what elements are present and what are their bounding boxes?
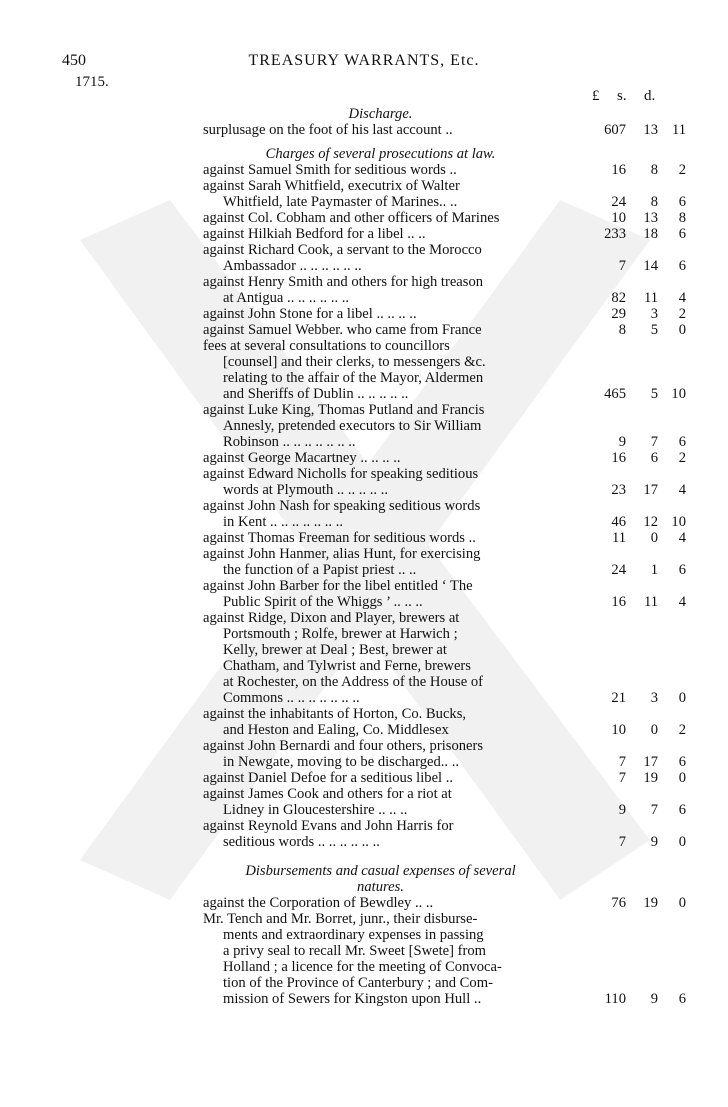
entry-line: against Edward Nicholls for speaking seditious bbox=[203, 466, 479, 482]
page-title: TREASURY WARRANTS, Etc. bbox=[248, 52, 480, 69]
entry-description bbox=[203, 338, 558, 402]
section-heading-line: natures. bbox=[357, 879, 404, 895]
entry-description bbox=[203, 911, 558, 1007]
entry-description bbox=[203, 498, 558, 530]
section-heading-discharge: Discharge. bbox=[348, 106, 413, 122]
entry-line: against Sarah Whitfield, executrix of Walter bbox=[203, 178, 460, 194]
amount-shillings: 19 bbox=[643, 895, 658, 911]
entry-line: Holland ; a licence for the meeting of Convoca- bbox=[223, 959, 502, 975]
year-label: 1715. bbox=[75, 74, 109, 90]
amount-shillings: 7 bbox=[650, 434, 658, 450]
amount-pounds: 76 bbox=[611, 895, 626, 911]
amount-shillings: 5 bbox=[650, 386, 658, 402]
amount-pence: 6 bbox=[678, 258, 686, 274]
entry-row bbox=[203, 530, 689, 546]
entry-amount bbox=[583, 754, 689, 770]
entry-line: against Thomas Freeman for seditious words .. bbox=[203, 530, 476, 546]
entry-row bbox=[203, 402, 689, 450]
discharge-list bbox=[203, 122, 689, 138]
amount-pence: 0 bbox=[678, 895, 686, 911]
entry-description bbox=[203, 210, 558, 226]
entry-line: Portsmouth ; Rolfe, brewer at Harwich ; bbox=[223, 626, 458, 642]
entry-description bbox=[203, 738, 558, 770]
amount-shillings: 0 bbox=[650, 530, 658, 546]
entry-line: against John Stone for a libel .. .. .. .. bbox=[203, 306, 417, 322]
entry-line: Commons .. .. .. .. .. .. .. bbox=[223, 690, 360, 706]
amount-shillings: 12 bbox=[643, 514, 658, 530]
entry-line: fees at several consultations to councillors bbox=[203, 338, 450, 354]
entry-line: against Richard Cook, a servant to the Morocco bbox=[203, 242, 482, 258]
amount-pence: 6 bbox=[678, 194, 686, 210]
entry-description bbox=[203, 770, 558, 786]
entry-line: against John Nash for speaking seditious words bbox=[203, 498, 481, 514]
entry-amount bbox=[583, 514, 689, 530]
entry-description bbox=[203, 162, 558, 178]
amount-pounds: 10 bbox=[611, 722, 626, 738]
amount-pence: 6 bbox=[678, 991, 686, 1007]
entry-line: against John Barber for the libel entitled ‘ The bbox=[203, 578, 473, 594]
amount-shillings: 18 bbox=[643, 226, 658, 242]
amount-shillings: 11 bbox=[643, 594, 658, 610]
entry-row bbox=[203, 911, 689, 1007]
entry-description bbox=[203, 466, 558, 498]
disbursements-list bbox=[203, 895, 689, 1007]
entry-line: surplusage on the foot of his last account .. bbox=[203, 122, 453, 138]
entry-line: against Samuel Smith for seditious words .. bbox=[203, 162, 457, 178]
amount-pounds: 607 bbox=[604, 122, 626, 138]
amount-pounds: 465 bbox=[604, 386, 626, 402]
amount-shillings: 1 bbox=[650, 562, 658, 578]
amount-pounds: 29 bbox=[611, 306, 626, 322]
entry-line: Whitfield, late Paymaster of Marines.. .. bbox=[223, 194, 458, 210]
entry-line: Lidney in Gloucestershire .. .. .. bbox=[223, 802, 408, 818]
amount-pounds: 233 bbox=[604, 226, 626, 242]
amount-pounds: 7 bbox=[618, 770, 626, 786]
entry-row bbox=[203, 210, 689, 226]
entry-row bbox=[203, 226, 689, 242]
amount-pounds: 16 bbox=[611, 162, 626, 178]
amount-pence: 10 bbox=[671, 386, 686, 402]
section-heading-line: Disbursements and casual expenses of several bbox=[245, 863, 516, 879]
entry-row bbox=[203, 122, 689, 138]
entry-line: and Heston and Ealing, Co. Middlesex bbox=[223, 722, 449, 738]
entry-row bbox=[203, 274, 689, 306]
entry-line: the function of a Papist priest .. .. bbox=[223, 562, 417, 578]
amount-shillings: 11 bbox=[643, 290, 658, 306]
entry-description bbox=[203, 546, 558, 578]
amount-shillings: 3 bbox=[650, 690, 658, 706]
amount-shillings: 14 bbox=[643, 258, 658, 274]
entry-description bbox=[203, 322, 558, 338]
amount-pounds: 21 bbox=[611, 690, 626, 706]
entry-amount bbox=[583, 722, 689, 738]
entry-amount bbox=[583, 594, 689, 610]
entry-amount bbox=[583, 895, 689, 911]
amount-pence: 6 bbox=[678, 226, 686, 242]
amount-pence: 6 bbox=[678, 802, 686, 818]
entry-line: mission of Sewers for Kingston upon Hull .. bbox=[223, 991, 482, 1007]
entry-line: Mr. Tench and Mr. Borret, junr., their disburse- bbox=[203, 911, 478, 927]
entry-line: ments and extraordinary expenses in passing bbox=[223, 927, 484, 943]
entry-amount bbox=[583, 991, 689, 1007]
amount-pence: 2 bbox=[678, 450, 686, 466]
entry-description bbox=[203, 578, 558, 610]
amount-pence: 2 bbox=[678, 162, 686, 178]
page-number: 450 bbox=[62, 52, 86, 69]
entry-line: against James Cook and others for a riot at bbox=[203, 786, 452, 802]
amount-pence: 6 bbox=[678, 754, 686, 770]
entry-amount bbox=[583, 802, 689, 818]
entry-row bbox=[203, 738, 689, 770]
section-heading-prosecutions: Charges of several prosecutions at law. bbox=[265, 146, 496, 162]
entry-description bbox=[203, 450, 558, 466]
amount-pence: 4 bbox=[678, 290, 686, 306]
entry-row bbox=[203, 162, 689, 178]
amount-shillings: 13 bbox=[643, 122, 658, 138]
entry-row bbox=[203, 338, 689, 402]
entry-line: at Antigua .. .. .. .. .. .. bbox=[223, 290, 350, 306]
amount-shillings: 3 bbox=[650, 306, 658, 322]
entry-line: against the inhabitants of Horton, Co. Bucks, bbox=[203, 706, 467, 722]
entry-line: against Reynold Evans and John Harris for bbox=[203, 818, 454, 834]
amount-pounds: 9 bbox=[618, 802, 626, 818]
entry-line: against Luke King, Thomas Putland and Francis bbox=[203, 402, 485, 418]
entry-line: Kelly, brewer at Deal ; Best, brewer at bbox=[223, 642, 447, 658]
amount-pounds: 8 bbox=[618, 322, 626, 338]
amount-pounds: 16 bbox=[611, 450, 626, 466]
entry-amount bbox=[583, 450, 689, 466]
entry-line: against John Hanmer, alias Hunt, for exercising bbox=[203, 546, 481, 562]
entry-row bbox=[203, 306, 689, 322]
entry-row bbox=[203, 450, 689, 466]
amount-pounds: 16 bbox=[611, 594, 626, 610]
entry-line: seditious words .. .. .. .. .. .. bbox=[223, 834, 380, 850]
entry-description bbox=[203, 306, 558, 322]
entry-description bbox=[203, 530, 558, 546]
entry-amount bbox=[583, 210, 689, 226]
entry-line: in Newgate, moving to be discharged.. .. bbox=[223, 754, 460, 770]
entry-description bbox=[203, 786, 558, 818]
entry-amount bbox=[583, 530, 689, 546]
entry-amount bbox=[583, 322, 689, 338]
entry-line: against Samuel Webber. who came from France bbox=[203, 322, 482, 338]
entry-line: against the Corporation of Bewdley .. .. bbox=[203, 895, 434, 911]
entry-description bbox=[203, 122, 558, 138]
entry-line: Public Spirit of the Whiggs ’ .. .. .. bbox=[223, 594, 423, 610]
entry-line: at Rochester, on the Address of the House of bbox=[223, 674, 484, 690]
entry-row bbox=[203, 242, 689, 274]
entry-row bbox=[203, 818, 689, 850]
amount-pounds: 23 bbox=[611, 482, 626, 498]
pence-header: d. bbox=[644, 88, 656, 104]
entry-amount bbox=[583, 770, 689, 786]
entry-description bbox=[203, 818, 558, 850]
entry-line: relating to the affair of the Mayor, Aldermen bbox=[223, 370, 484, 386]
amount-shillings: 8 bbox=[650, 194, 658, 210]
entry-row bbox=[203, 786, 689, 818]
entry-amount bbox=[583, 194, 689, 210]
entry-amount bbox=[583, 306, 689, 322]
amount-shillings: 5 bbox=[650, 322, 658, 338]
amount-shillings: 9 bbox=[650, 834, 658, 850]
entry-description bbox=[203, 226, 558, 242]
entry-amount bbox=[583, 562, 689, 578]
entry-row bbox=[203, 322, 689, 338]
entry-line: against Henry Smith and others for high treason bbox=[203, 274, 484, 290]
amount-pounds: 9 bbox=[618, 434, 626, 450]
entry-row bbox=[203, 178, 689, 210]
entry-amount bbox=[583, 162, 689, 178]
amount-shillings: 8 bbox=[650, 162, 658, 178]
entry-line: Chatham, and Tylwrist and Ferne, brewers bbox=[223, 658, 471, 674]
entry-description bbox=[203, 274, 558, 306]
prosecutions-list bbox=[203, 162, 689, 850]
entry-line: against George Macartney .. .. .. .. bbox=[203, 450, 401, 466]
amount-pounds: 46 bbox=[611, 514, 626, 530]
amount-shillings: 6 bbox=[650, 450, 658, 466]
amount-pounds: 11 bbox=[611, 530, 626, 546]
shillings-header: s. bbox=[617, 88, 627, 104]
amount-shillings: 17 bbox=[643, 482, 658, 498]
pounds-header: £ bbox=[592, 88, 600, 104]
entry-amount bbox=[583, 834, 689, 850]
amount-pence: 2 bbox=[678, 722, 686, 738]
amount-shillings: 13 bbox=[643, 210, 658, 226]
entry-line: against Ridge, Dixon and Player, brewers at bbox=[203, 610, 460, 626]
entry-line: in Kent .. .. .. .. .. .. .. bbox=[223, 514, 343, 530]
amount-pence: 11 bbox=[671, 122, 686, 138]
amount-pence: 6 bbox=[678, 562, 686, 578]
amount-shillings: 17 bbox=[643, 754, 658, 770]
entry-amount bbox=[583, 258, 689, 274]
entry-line: against Daniel Defoe for a seditious libel .. bbox=[203, 770, 454, 786]
amount-pence: 4 bbox=[678, 594, 686, 610]
amount-pounds: 7 bbox=[618, 754, 626, 770]
entry-description bbox=[203, 706, 558, 738]
entry-amount bbox=[583, 482, 689, 498]
amount-pence: 0 bbox=[678, 770, 686, 786]
amount-pounds: 24 bbox=[611, 562, 626, 578]
entry-line: Robinson .. .. .. .. .. .. .. bbox=[223, 434, 356, 450]
entry-description bbox=[203, 242, 558, 274]
amount-pence: 0 bbox=[678, 690, 686, 706]
amount-pounds: 10 bbox=[611, 210, 626, 226]
entry-description bbox=[203, 178, 558, 210]
entry-amount bbox=[583, 226, 689, 242]
amount-pence: 0 bbox=[678, 322, 686, 338]
entry-row bbox=[203, 546, 689, 578]
amount-pounds: 82 bbox=[611, 290, 626, 306]
entry-line: against Hilkiah Bedford for a libel .. .. bbox=[203, 226, 426, 242]
amount-pence: 4 bbox=[678, 530, 686, 546]
entry-line: [counsel] and their clerks, to messengers &c. bbox=[223, 354, 486, 370]
amount-shillings: 9 bbox=[650, 991, 658, 1007]
entry-line: a privy seal to recall Mr. Sweet [Swete] from bbox=[223, 943, 487, 959]
entry-line: Ambassador .. .. .. .. .. .. bbox=[223, 258, 362, 274]
entry-description bbox=[203, 402, 558, 450]
entry-row bbox=[203, 498, 689, 530]
amount-shillings: 19 bbox=[643, 770, 658, 786]
section-heading-disbursements bbox=[203, 863, 558, 895]
entry-amount bbox=[583, 386, 689, 402]
entry-row bbox=[203, 578, 689, 610]
entry-row bbox=[203, 706, 689, 738]
amount-shillings: 7 bbox=[650, 802, 658, 818]
amount-pence: 8 bbox=[678, 210, 686, 226]
entry-description bbox=[203, 895, 558, 911]
entry-line: words at Plymouth .. .. .. .. .. bbox=[223, 482, 388, 498]
amount-pounds: 110 bbox=[604, 991, 626, 1007]
entry-row bbox=[203, 895, 689, 911]
amount-pounds: 7 bbox=[618, 258, 626, 274]
amount-pence: 4 bbox=[678, 482, 686, 498]
entry-row bbox=[203, 610, 689, 706]
account-body bbox=[203, 106, 689, 1007]
entry-line: Annesly, pretended executors to Sir William bbox=[223, 418, 482, 434]
amount-pence: 0 bbox=[678, 834, 686, 850]
entry-description bbox=[203, 610, 558, 706]
amount-pounds: 24 bbox=[611, 194, 626, 210]
entry-line: tion of the Province of Canterbury ; and Com- bbox=[223, 975, 493, 991]
amount-shillings: 0 bbox=[650, 722, 658, 738]
entry-line: and Sheriffs of Dublin .. .. .. .. .. bbox=[223, 386, 409, 402]
entry-row bbox=[203, 466, 689, 498]
entry-line: against Col. Cobham and other officers of Marines bbox=[203, 210, 500, 226]
entry-line: against John Bernardi and four others, prisoners bbox=[203, 738, 484, 754]
entry-amount bbox=[583, 434, 689, 450]
amount-pounds: 7 bbox=[618, 834, 626, 850]
amount-pence: 2 bbox=[678, 306, 686, 322]
entry-amount bbox=[583, 690, 689, 706]
amount-pence: 10 bbox=[671, 514, 686, 530]
amount-pence: 6 bbox=[678, 434, 686, 450]
entry-amount bbox=[583, 122, 689, 138]
entry-amount bbox=[583, 290, 689, 306]
entry-row bbox=[203, 770, 689, 786]
